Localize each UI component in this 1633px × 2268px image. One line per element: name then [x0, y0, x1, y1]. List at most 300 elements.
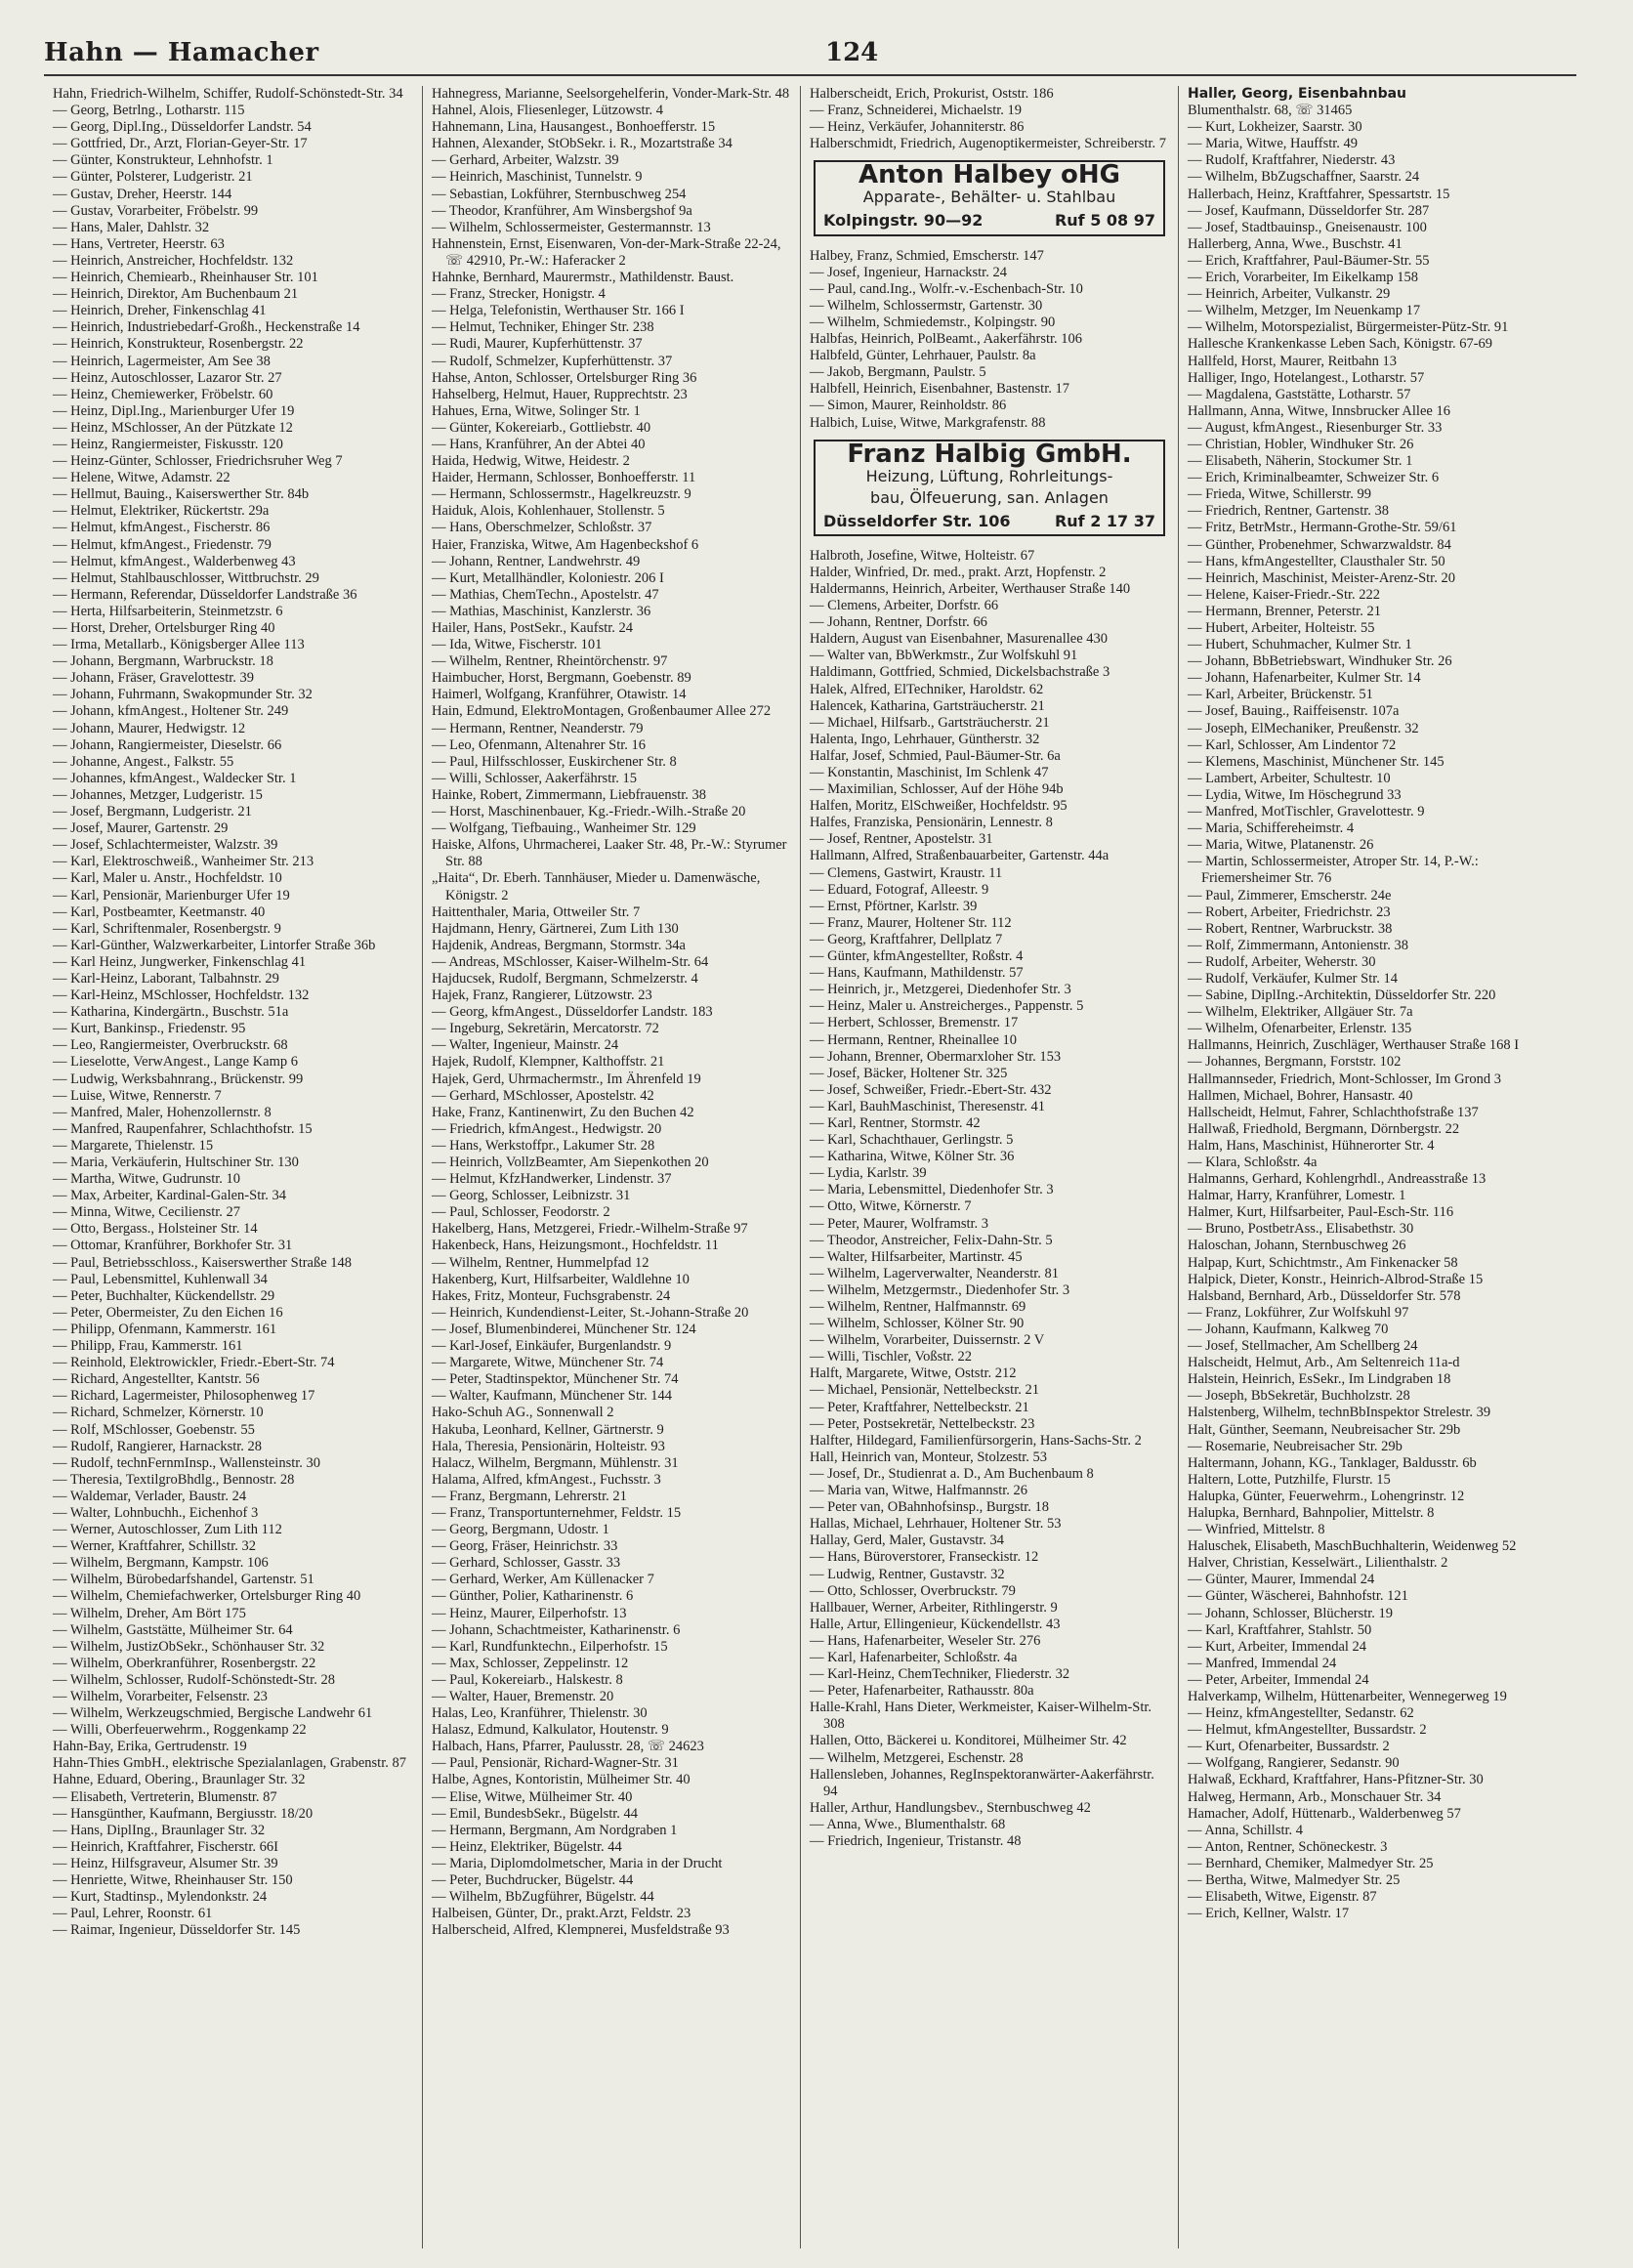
directory-entry: — Wilhelm, Bürobedarfshandel, Gartenstr. 51 — [53, 1572, 314, 1588]
directory-entry: Halas, Leo, Kranführer, Thielenstr. 30 — [432, 1705, 648, 1722]
directory-entry: — Maria, Verkäuferin, Hultschiner Str. 130 — [53, 1155, 299, 1170]
directory-entry: Hajek, Franz, Rangierer, Lützowstr. 23 — [432, 987, 652, 1004]
directory-entry: Haldern, August van Eisenbahner, Masurenallee 430 — [810, 631, 1109, 648]
directory-entry: — Günter, Kokereiarb., Gottliebstr. 40 — [432, 419, 651, 436]
directory-entry: — Johannes, Metzger, Ludgeristr. 15 — [53, 786, 263, 803]
directory-entry: — Maria, Schiffereheimstr. 4 — [1188, 820, 1355, 837]
directory-entry: Haldimann, Gottfried, Schmied, Dickelsbachstraße 3 — [810, 664, 1110, 681]
directory-entry: — Peter, Obermeister, Zu den Eichen 16 — [53, 1304, 283, 1321]
directory-entry: Hakes, Fritz, Monteur, Fuchsgrabenstr. 24 — [432, 1287, 671, 1304]
directory-entry: — Rudolf, technFernmInsp., Wallensteinstr. 30 — [53, 1454, 321, 1471]
directory-entry: Halupka, Günter, Feuerwehrm., Lohengrinstr. 12 — [1188, 1488, 1465, 1504]
directory-entry: — Johannes, kfmAngest., Waldecker Str. 1 — [53, 770, 297, 786]
directory-entry: — Josef, Stellmacher, Am Schellberg 24 — [1188, 1338, 1418, 1355]
directory-entry: — Georg, kfmAngest., Düsseldorfer Landstr. 183 — [432, 1004, 713, 1021]
directory-entry: — Lydia, Witwe, Im Höschegrund 33 — [1188, 786, 1402, 803]
directory-entry: — Gottfried, Dr., Arzt, Florian-Geyer-Str. 17 — [53, 136, 308, 152]
directory-entry: — Ingeburg, Sekretärin, Mercatorstr. 72 — [432, 1021, 659, 1037]
directory-entry: Hallmanns, Heinrich, Zuschläger, Werthauser Straße 168 I — [1188, 1037, 1520, 1054]
directory-entry: — Wilhelm, Werkzeugschmied, Bergische Landwehr 61 — [53, 1705, 373, 1722]
ad-address: Düsseldorfer Str. 106 — [823, 511, 1011, 530]
directory-entry: — Wilhelm, Lagerverwalter, Neanderstr. 81 — [810, 1265, 1060, 1281]
directory-entry: — Erich, Vorarbeiter, Im Eikelkamp 158 — [1188, 270, 1419, 286]
directory-entry: — Winfried, Mittelstr. 8 — [1188, 1522, 1325, 1538]
directory-entry: — Wilhelm, Rentner, Halfmannstr. 69 — [810, 1299, 1026, 1315]
directory-entry: — Johann, Fräser, Gravelottestr. 39 — [53, 670, 255, 687]
directory-entry: — Raimar, Ingenieur, Düsseldorfer Str. 145 — [53, 1922, 301, 1939]
directory-entry: — Peter, Maurer, Wolframstr. 3 — [810, 1215, 989, 1232]
directory-entry: — Karl, Maler u. Anstr., Hochfeldstr. 10 — [53, 870, 282, 887]
directory-entry: — Walter, Hauer, Bremenstr. 20 — [432, 1689, 614, 1704]
directory-entry: — Helmut, Stahlbauschlosser, Wittbruchstr. 29 — [53, 569, 319, 586]
directory-entry: — Andreas, MSchlosser, Kaiser-Wilhelm-Str. 64 — [432, 953, 709, 970]
directory-entry: — Helene, Kaiser-Friedr.-Str. 222 — [1188, 586, 1381, 603]
highlighted-entry-name: Haller, Georg, Eisenbahnbau — [1188, 86, 1407, 102]
directory-entry: — Paul, Pensionär, Richard-Wagner-Str. 31 — [432, 1755, 679, 1772]
directory-entry: — Fritz, BetrMstr., Hermann-Grothe-Str. 59/61 — [1188, 520, 1457, 536]
directory-entry: — Hubert, Arbeiter, Holteistr. 55 — [1188, 620, 1375, 636]
directory-entry: — Karl, Schlosser, Am Lindentor 72 — [1188, 736, 1397, 753]
directory-entry: — Karl, Postbeamter, Keetmanstr. 40 — [53, 903, 266, 920]
directory-entry: — Margarete, Witwe, Münchener Str. 74 — [432, 1355, 664, 1371]
directory-entry: — Maria, Lebensmittel, Diedenhofer Str. 3 — [810, 1182, 1054, 1198]
directory-entry: Halweg, Hermann, Arb., Monschauer Str. 34 — [1188, 1788, 1442, 1805]
directory-entry: — Johann, kfmAngest., Holtener Str. 249 — [53, 703, 289, 720]
directory-entry: — Otto, Bergass., Holsteiner Str. 14 — [53, 1221, 258, 1238]
directory-entry: Hallerbach, Heinz, Kraftfahrer, Spessartstr. 15 — [1188, 186, 1450, 202]
directory-entry: — Kurt, Bankinsp., Friedenstr. 95 — [53, 1021, 246, 1037]
directory-entry: — Walter van, BbWerkmstr., Zur Wolfskuhl 91 — [810, 648, 1078, 664]
directory-entry: — Günter, Maurer, Immendal 24 — [1188, 1572, 1375, 1588]
directory-entry: — Manfred, Raupenfahrer, Schlachthofstr. 15 — [53, 1120, 313, 1137]
directory-entry: — Josef, Bergmann, Ludgeristr. 21 — [53, 804, 252, 820]
directory-entry: Haluschek, Elisabeth, MaschBuchhalterin, Weidenweg 52 — [1188, 1538, 1517, 1555]
directory-entry: — Hans, Hafenarbeiter, Weseler Str. 276 — [810, 1632, 1041, 1649]
directory-entry: — Leo, Rangiermeister, Overbruckstr. 68 — [53, 1037, 288, 1054]
directory-entry: — Horst, Maschinenbauer, Kg.-Friedr.-Wilh.-Straße 20 — [432, 804, 746, 820]
directory-entry: — Joseph, BbSekretär, Buchholzstr. 28 — [1188, 1388, 1410, 1405]
directory-entry: Hallmann, Alfred, Straßenbauarbeiter, Gartenstr. 44a — [810, 848, 1110, 864]
directory-entry: — Karl-Heinz, Laborant, Talbahnstr. 29 — [53, 970, 279, 987]
directory-entry: Haldermanns, Heinrich, Arbeiter, Werthauser Straße 140 — [810, 580, 1131, 597]
directory-entry: — Otto, Schlosser, Overbruckstr. 79 — [810, 1582, 1016, 1599]
directory-entry: — Peter, Postsekretär, Nettelbeckstr. 23 — [810, 1415, 1035, 1432]
directory-entry: Halbich, Luise, Witwe, Markgrafenstr. 88 — [810, 414, 1046, 431]
directory-entry: — Manfred, Immendal 24 — [1188, 1655, 1337, 1671]
directory-entry: — Franz, Lokführer, Zur Wolfskuhl 97 — [1188, 1304, 1409, 1321]
directory-entry: — Karl Heinz, Jungwerker, Finkenschlag 41 — [53, 953, 307, 970]
directory-entry: — Johann, BbBetriebswart, Windhuker Str. 26 — [1188, 653, 1452, 670]
directory-entry: — Theodor, Kranführer, Am Winsbergshof 9a — [432, 202, 692, 219]
directory-entry: Hallwaß, Friedhold, Bergmann, Dörnbergstr. 22 — [1188, 1120, 1460, 1137]
directory-entry: — Karl, Schriftenmaler, Rosenbergstr. 9 — [53, 920, 281, 937]
directory-entry: — Wilhelm, Schlossermeister, Gestermannstr. 13 — [432, 219, 711, 235]
directory-entry: — Hans, Kranführer, An der Abtei 40 — [432, 436, 646, 452]
directory-entry: — Emil, BundesbSekr., Bügelstr. 44 — [432, 1805, 639, 1822]
directory-entry: Hako-Schuh AG., Sonnenwall 2 — [432, 1405, 614, 1421]
directory-entry: Halmar, Harry, Kranführer, Lomestr. 1 — [1188, 1188, 1406, 1204]
directory-entry: — Gustav, Vorarbeiter, Fröbelstr. 99 — [53, 202, 259, 219]
directory-entry: — Leo, Ofenmann, Altenahrer Str. 16 — [432, 736, 647, 753]
directory-entry: — Helmut, Elektriker, Rückertstr. 29a — [53, 503, 270, 520]
directory-entry: — Walter, Kaufmann, Münchener Str. 144 — [432, 1388, 673, 1405]
directory-entry: — Elisabeth, Näherin, Stockumer Str. 1 — [1188, 453, 1413, 470]
page-header — [44, 31, 1576, 76]
directory-entry: — Wilhelm, Elektriker, Allgäuer Str. 7a — [1188, 1004, 1413, 1021]
directory-entry: — Peter, Buchhalter, Kückendellstr. 29 — [53, 1287, 275, 1304]
directory-entry: — Josef, Rentner, Apostelstr. 31 — [810, 831, 993, 848]
directory-entry: — Gerhard, Werker, Am Küllenacker 7 — [432, 1572, 654, 1588]
directory-entry: — Wolfgang, Rangierer, Sedanstr. 90 — [1188, 1755, 1400, 1772]
directory-entry: Hallay, Gerd, Maler, Gustavstr. 34 — [810, 1533, 1005, 1549]
directory-entry: — Rolf, MSchlosser, Goebenstr. 55 — [53, 1421, 255, 1438]
directory-entry: Halbfeld, Günter, Lehrhauer, Paulstr. 8a — [810, 348, 1036, 364]
directory-entry: — Helmut, KfzHandwerker, Lindenstr. 37 — [432, 1171, 672, 1188]
directory-entry: — Clemens, Arbeiter, Dorfstr. 66 — [810, 598, 999, 614]
directory-entry: — Anna, Wwe., Blumenthalstr. 68 — [810, 1816, 1006, 1832]
directory-entry: — Katharina, Witwe, Kölner Str. 36 — [810, 1149, 1015, 1165]
directory-entry: — Magdalena, Gaststätte, Lotharstr. 57 — [1188, 386, 1411, 402]
directory-entry: — Willi, Schlosser, Aakerfährstr. 15 — [432, 770, 637, 786]
directory-entry: — Karl-Josef, Einkäufer, Burgenlandstr. 9 — [432, 1338, 672, 1355]
directory-entry: — Hans, Oberschmelzer, Schloßstr. 37 — [432, 520, 652, 536]
directory-entry: Halbfas, Heinrich, PolBeamt., Aakerfährstr. 106 — [810, 331, 1083, 348]
directory-entry: Halbroth, Josefine, Witwe, Holteistr. 67 — [810, 547, 1035, 564]
directory-entry: — Heinz, Maurer, Eilperhofstr. 13 — [432, 1605, 627, 1621]
directory-entry: — Heinrich, jr., Metzgerei, Diedenhofer Str. 3 — [810, 982, 1071, 998]
directory-entry: — Ernst, Pförtner, Karlstr. 39 — [810, 898, 978, 914]
directory-entry: — Franz, Schneiderei, Michaelstr. 19 — [810, 103, 1023, 119]
directory-entry: — Herbert, Schlosser, Bremenstr. 17 — [810, 1015, 1019, 1031]
directory-entry: — Heinz, Dipl.Ing., Marienburger Ufer 19 — [53, 402, 295, 419]
directory-entry: — Philipp, Frau, Kammerstr. 161 — [53, 1338, 243, 1355]
directory-entry: — Karl-Heinz, ChemTechniker, Fliederstr. 32 — [810, 1666, 1070, 1683]
directory-entry: Hallbauer, Werner, Arbeiter, Rithlingerstr. 9 — [810, 1599, 1058, 1616]
page-title: Hahn — Hamacher — [44, 38, 319, 67]
directory-entry: — Heinrich, Maschinist, Meister-Arenz-Str. 20 — [1188, 569, 1455, 586]
directory-entry: — Georg, Fräser, Heinrichstr. 33 — [432, 1538, 618, 1555]
directory-entry: — Philipp, Ofenmann, Kammerstr. 161 — [53, 1321, 277, 1337]
directory-entry: — Erich, Kriminalbeamter, Schweizer Str. 6 — [1188, 470, 1440, 486]
ad-company-name: Anton Halbey oHG — [858, 160, 1120, 190]
directory-entry: — Gerhard, Arbeiter, Walzstr. 39 — [432, 152, 619, 169]
directory-entry: — Johann, Maurer, Hedwigstr. 12 — [53, 720, 246, 736]
directory-entry: Hake, Franz, Kantinenwirt, Zu den Buchen 42 — [432, 1104, 694, 1120]
directory-entry: Haiduk, Alois, Kohlenhauer, Stollenstr. 5 — [432, 503, 665, 520]
directory-entry: — Günter, kfmAngestellter, Roßstr. 4 — [810, 948, 1024, 965]
directory-entry: — Clemens, Gastwirt, Kraustr. 11 — [810, 864, 1003, 881]
directory-entry: — Maria, Diplomdolmetscher, Maria in der Drucht — [432, 1855, 723, 1871]
directory-entry: — Heinz, Autoschlosser, Lazaror Str. 27 — [53, 369, 282, 386]
directory-entry: Hallmann, Anna, Witwe, Innsbrucker Allee 16 — [1188, 402, 1450, 419]
directory-entry: — Josef, Blumenbinderei, Münchener Str. 124 — [432, 1321, 696, 1337]
directory-entry: — Heinrich, Kundendienst-Leiter, St.-Johann-Straße 20 — [432, 1304, 749, 1321]
directory-entry: — Josef, Stadtbauinsp., Gneisenaustr. 100 — [1188, 219, 1427, 235]
directory-entry: — Reinhold, Elektrowickler, Friedr.-Ebert-Str. 74 — [53, 1355, 335, 1371]
directory-entry: — Rudolf, Verkäufer, Kulmer Str. 14 — [1188, 970, 1399, 987]
directory-entry: — Johanne, Angest., Falkstr. 55 — [53, 753, 234, 770]
directory-entry: — Günter, Wäscherei, Bahnhofstr. 121 — [1188, 1588, 1408, 1605]
directory-entry: — Karl, Kraftfahrer, Stahlstr. 50 — [1188, 1621, 1372, 1638]
directory-entry: — Hermann, Rentner, Rheinallee 10 — [810, 1031, 1018, 1048]
directory-entry: — Hubert, Schuhmacher, Kulmer Str. 1 — [1188, 637, 1412, 653]
directory-entry: — Ludwig, Rentner, Gustavstr. 32 — [810, 1566, 1005, 1582]
directory-entry: — Christian, Hobler, Windhuker Str. 26 — [1188, 436, 1414, 452]
directory-entry: — Walter, Hilfsarbeiter, Martinstr. 45 — [810, 1248, 1023, 1265]
directory-entry: — Franz, Maurer, Holtener Str. 112 — [810, 914, 1012, 931]
directory-entry: — Maximilian, Schlosser, Auf der Höhe 94b — [810, 781, 1064, 798]
directory-entry: Hallmen, Michael, Bohrer, Hansastr. 40 — [1188, 1087, 1413, 1104]
directory-entry: — Franz, Bergmann, Lehrerstr. 21 — [432, 1488, 627, 1504]
directory-entry: Halbey, Franz, Schmied, Emscherstr. 147 — [810, 247, 1044, 264]
directory-entry: — Joseph, ElMechaniker, Preußenstr. 32 — [1188, 720, 1419, 736]
directory-entry: — Otto, Witwe, Körnerstr. 7 — [810, 1198, 972, 1215]
directory-entry: — Klara, Schloßstr. 4a — [1188, 1155, 1318, 1170]
directory-entry: — Günther, Probenehmer, Schwarzwaldstr. 84 — [1188, 536, 1451, 553]
directory-entry: — Frieda, Witwe, Schillerstr. 99 — [1188, 486, 1372, 503]
directory-entry: — Wilhelm, Chemiefachwerker, Ortelsburger Ring 40 — [53, 1588, 361, 1605]
directory-entry: — Heinz, Maler u. Anstreicherges., Pappenstr. 5 — [810, 998, 1084, 1015]
directory-entry: — Paul, Zimmerer, Emscherstr. 24e — [1188, 887, 1392, 903]
directory-entry: — Wilhelm, Schmiedemstr., Kolpingstr. 90 — [810, 314, 1056, 330]
directory-entry: — Karl, Pensionär, Marienburger Ufer 19 — [53, 887, 290, 903]
directory-entry: — Josef, Dr., Studienrat a. D., Am Buchenbaum 8 — [810, 1465, 1094, 1482]
directory-entry: — Paul, Kokereiarb., Halskestr. 8 — [432, 1671, 623, 1688]
directory-entry: Hallen, Otto, Bäckerei u. Konditorei, Mülheimer Str. 42 — [810, 1733, 1127, 1749]
directory-entry: — Richard, Lagermeister, Philosophenweg 17 — [53, 1388, 315, 1405]
directory-entry: — Hans, kfmAngestellter, Clausthaler Str. 50 — [1188, 553, 1445, 569]
directory-entry: — Wilhelm, Metzger, Im Neuenkamp 17 — [1188, 303, 1421, 319]
directory-entry: Haltern, Lotte, Putzhilfe, Flurstr. 15 — [1188, 1471, 1391, 1488]
directory-entry: Hahn-Bay, Erika, Gertrudenstr. 19 — [53, 1739, 247, 1755]
directory-entry: — Robert, Rentner, Warbruckstr. 38 — [1188, 920, 1393, 937]
ad-business-line: Apparate-, Behälter- u. Stahlbau — [862, 188, 1116, 207]
directory-entry: — Friedrich, Ingenieur, Tristanstr. 48 — [810, 1833, 1022, 1849]
directory-entry: — Helmut, Techniker, Ehinger Str. 238 — [432, 319, 654, 336]
directory-entry: Halenta, Ingo, Lehrhauer, Güntherstr. 32 — [810, 731, 1040, 747]
directory-entry: Haier, Franziska, Witwe, Am Hagenbeckshof 6 — [432, 536, 699, 553]
directory-entry: — Richard, Angestellter, Kantstr. 56 — [53, 1371, 260, 1388]
directory-entry: Hahnel, Alois, Fliesenleger, Lützowstr. 4 — [432, 103, 664, 119]
directory-entry: Halliger, Ingo, Hotelangest., Lotharstr. 57 — [1188, 369, 1425, 386]
ad-anton-halbey — [814, 160, 1165, 235]
directory-entry: — Waldemar, Verlader, Baustr. 24 — [53, 1488, 247, 1504]
directory-entry: — Johann, Brenner, Obermarxloher Str. 153 — [810, 1048, 1062, 1065]
directory-entry: Hahne, Eduard, Obering., Braunlager Str. 32 — [53, 1772, 306, 1788]
directory-entry: — Hermann, Rentner, Neanderstr. 79 — [432, 720, 644, 736]
directory-entry: Halek, Alfred, ElTechniker, Haroldstr. 62 — [810, 681, 1044, 697]
directory-entry: Hallensleben, Johannes, RegInspektoranwärter-Aakerfährstr. 94 — [810, 1766, 1154, 1799]
directory-entry: — Heinrich, Arbeiter, Vulkanstr. 29 — [1188, 286, 1391, 303]
directory-entry: Hakenbeck, Hans, Heizungsmont., Hochfeldstr. 11 — [432, 1238, 719, 1254]
directory-entry: Haloschan, Johann, Sternbuschweg 26 — [1188, 1238, 1406, 1254]
directory-entry: — Kurt, Arbeiter, Immendal 24 — [1188, 1638, 1367, 1655]
directory-entry: Halder, Winfried, Dr. med., prakt. Arzt, Hopfenstr. 2 — [810, 564, 1107, 580]
directory-entry: — Ida, Witwe, Fischerstr. 101 — [432, 637, 603, 653]
directory-entry: — Paul, Lebensmittel, Kuhlenwall 34 — [53, 1271, 268, 1287]
ad-phone: Ruf 5 08 97 — [1054, 211, 1155, 231]
directory-entry: — Wilhelm, Gaststätte, Mülheimer Str. 64 — [53, 1621, 293, 1638]
directory-entry: — Wilhelm, Vorarbeiter, Duissernstr. 2 V — [810, 1332, 1045, 1349]
directory-entry: — Johann, Schachtmeister, Katharinenstr. 6 — [432, 1621, 681, 1638]
directory-entry: — Günther, Polier, Katharinenstr. 6 — [432, 1588, 634, 1605]
directory-entry: Hahnen, Alexander, StObSekr. i. R., Mozartstraße 34 — [432, 136, 733, 152]
directory-entry: — Rosemarie, Neubreisacher Str. 29b — [1188, 1438, 1403, 1454]
directory-entry: — Peter, Kraftfahrer, Nettelbeckstr. 21 — [810, 1399, 1029, 1415]
directory-entry: — Hans, Vertreter, Heerstr. 63 — [53, 235, 225, 252]
directory-entry: — Willi, Tischler, Voßstr. 22 — [810, 1349, 973, 1365]
directory-entry: Hahnegress, Marianne, Seelsorgehelferin, Vonder-Mark-Str. 48 — [432, 86, 790, 102]
directory-entry: — Ludwig, Werksbahnrang., Brückenstr. 99 — [53, 1071, 304, 1087]
directory-entry: — Wilhelm, JustizObSekr., Schönhauser Str. 32 — [53, 1638, 325, 1655]
directory-entry: — Georg, Bergmann, Udostr. 1 — [432, 1522, 609, 1538]
directory-entry: Halmer, Kurt, Hilfsarbeiter, Paul-Esch-Str. 116 — [1188, 1204, 1454, 1221]
directory-entry: — Heinrich, Lagermeister, Am See 38 — [53, 353, 271, 369]
directory-entry: — Hermann, Brenner, Peterstr. 21 — [1188, 603, 1381, 619]
directory-entry: — Karl, Arbeiter, Brückenstr. 51 — [1188, 687, 1373, 703]
directory-entry: — Heinz, Hilfsgraveur, Alsumer Str. 39 — [53, 1855, 278, 1871]
directory-entry: — Günter, Konstrukteur, Lehnhofstr. 1 — [53, 152, 273, 169]
directory-entry: — Henriette, Witwe, Rheinhauser Str. 150 — [53, 1872, 293, 1889]
directory-entry: — Konstantin, Maschinist, Im Schlenk 47 — [810, 765, 1049, 780]
directory-entry: Hahues, Erna, Witwe, Solinger Str. 1 — [432, 402, 641, 419]
directory-entry: Hallfeld, Horst, Maurer, Reitbahn 13 — [1188, 353, 1398, 369]
directory-entry: Hahse, Anton, Schlosser, Ortelsburger Ring 36 — [432, 369, 697, 386]
directory-entry: — Friedrich, kfmAngest., Hedwigstr. 20 — [432, 1120, 662, 1137]
directory-entry: — Werner, Autoschlosser, Zum Lith 112 — [53, 1522, 282, 1538]
directory-columns — [44, 86, 1589, 2248]
directory-entry: — Heinrich, Konstrukteur, Rosenbergstr. 22 — [53, 336, 304, 353]
directory-entry: — Helmut, kfmAngestellter, Bussardstr. 2 — [1188, 1722, 1427, 1739]
directory-entry: — Rudolf, Rangierer, Harnackstr. 28 — [53, 1438, 263, 1454]
directory-entry: Halberschmidt, Friedrich, Augenoptikermeister, Schreiberstr. 7 — [810, 136, 1167, 152]
directory-entry: Hallscheidt, Helmut, Fahrer, Schlachthofstraße 137 — [1188, 1104, 1479, 1120]
directory-entry: Hajek, Rudolf, Klempner, Kalthoffstr. 21 — [432, 1054, 665, 1071]
column-3 — [800, 86, 1178, 2248]
directory-entry: Halasz, Edmund, Kalkulator, Houtenstr. 9 — [432, 1722, 669, 1739]
directory-entry: Hainke, Robert, Zimmermann, Liebfrauenstr. 38 — [432, 786, 707, 803]
directory-entry: — Peter van, OBahnhofsinsp., Burgstr. 18 — [810, 1499, 1050, 1516]
directory-entry: — Günter, Polsterer, Ludgeristr. 21 — [53, 169, 253, 186]
directory-entry: — Hans, Büroverstorer, Franseckistr. 12 — [810, 1549, 1039, 1566]
directory-entry: — Wilhelm, Schlosser, Kölner Str. 90 — [810, 1316, 1025, 1332]
directory-entry: Halfes, Franziska, Pensionärin, Lennestr. 8 — [810, 815, 1053, 831]
directory-entry: — Heinz, Verkäufer, Johanniterstr. 86 — [810, 119, 1025, 136]
directory-entry: — Katharina, Kindergärtn., Buschstr. 51a — [53, 1004, 289, 1021]
directory-entry: — Rolf, Zimmermann, Antonienstr. 38 — [1188, 937, 1408, 953]
directory-entry: — Peter, Stadtinspektor, Münchener Str. 74 — [432, 1371, 679, 1388]
directory-entry: — Paul, cand.Ing., Wolfr.-v.-Eschenbach-Str. 10 — [810, 280, 1083, 297]
directory-entry: — Karl, Rentner, Stormstr. 42 — [810, 1114, 981, 1131]
directory-entry: Hamacher, Adolf, Hüttenarb., Walderbenweg 57 — [1188, 1805, 1461, 1822]
directory-entry: Halft, Margarete, Witwe, Oststr. 212 — [810, 1365, 1017, 1382]
directory-entry: Haida, Hedwig, Witwe, Heidestr. 2 — [432, 453, 630, 470]
directory-entry: — Georg, Schlosser, Leibnizstr. 31 — [432, 1188, 631, 1204]
directory-entry: Hailer, Hans, PostSekr., Kaufstr. 24 — [432, 620, 634, 636]
directory-entry: Halpick, Dieter, Konstr., Heinrich-Albrod-Straße 15 — [1188, 1271, 1484, 1287]
highlighted-entry-address: Blumenthalstr. 68, ☏ 31465 — [1188, 103, 1353, 119]
directory-entry: — Johann, Rentner, Landwehrstr. 49 — [432, 553, 641, 569]
directory-entry: — Maria, Witwe, Platanenstr. 26 — [1188, 837, 1374, 854]
directory-entry: — Manfred, MotTischler, Gravelottestr. 9 — [1188, 804, 1425, 820]
directory-entry: — Gerhard, MSchlosser, Apostelstr. 42 — [432, 1087, 654, 1104]
column-2 — [422, 86, 800, 2248]
directory-entry: — Wilhelm, Schlosser, Rudolf-Schönstedt-Str. 28 — [53, 1671, 335, 1688]
directory-entry: — Heinz, Chemiewerker, Fröbelstr. 60 — [53, 386, 273, 402]
directory-entry: — Hansgünther, Kaufmann, Bergiusstr. 18/20 — [53, 1805, 314, 1822]
directory-entry: Hall, Heinrich van, Monteur, Stolzestr. 53 — [810, 1449, 1048, 1465]
directory-entry: — Erich, Kellner, Walstr. 17 — [1188, 1906, 1350, 1922]
column-4-entries — [1188, 119, 1547, 1922]
directory-entry: Halupka, Bernhard, Bahnpolier, Mittelstr. 8 — [1188, 1504, 1435, 1521]
directory-entry: — Helmut, kfmAngest., Fischerstr. 86 — [53, 520, 271, 536]
directory-entry: — Peter, Buchdrucker, Bügelstr. 44 — [432, 1872, 634, 1889]
directory-entry: — Wilhelm, Oberkranführer, Rosenbergstr. 22 — [53, 1655, 316, 1671]
directory-entry: — Paul, Hilfsschlosser, Euskirchener Str. 8 — [432, 753, 677, 770]
directory-entry: — Bertha, Witwe, Malmedyer Str. 25 — [1188, 1872, 1401, 1889]
directory-entry: — Heinrich, Industriebedarf-Großh., Heckenstraße 14 — [53, 319, 360, 336]
directory-entry: — Wilhelm, Ofenarbeiter, Erlenstr. 135 — [1188, 1021, 1412, 1037]
directory-entry: — Wilhelm, Metzgerei, Eschenstr. 28 — [810, 1749, 1024, 1766]
directory-entry: — Heinrich, Chemiearb., Rheinhauser Str. 101 — [53, 270, 318, 286]
directory-entry: — Hans, DiplIng., Braunlager Str. 32 — [53, 1822, 266, 1838]
directory-entry: Halwaß, Eckhard, Kraftfahrer, Hans-Pfitzner-Str. 30 — [1188, 1772, 1484, 1788]
directory-entry: Haimbucher, Horst, Bergmann, Goebenstr. 89 — [432, 670, 691, 687]
directory-entry: Halscheidt, Helmut, Arb., Am Seltenreich 11a-d — [1188, 1355, 1460, 1371]
directory-entry: — Theresia, TextilgroBhdlg., Bennostr. 28 — [53, 1471, 295, 1488]
directory-entry: — Anna, Schillstr. 4 — [1188, 1822, 1304, 1838]
directory-entry: — Heinz, Rangiermeister, Fiskusstr. 120 — [53, 436, 283, 452]
directory-entry: Hajducsek, Rudolf, Bergmann, Schmelzerstr. 4 — [432, 970, 698, 987]
directory-entry: — Heinz-Günter, Schlosser, Friedrichsruher Weg 7 — [53, 453, 343, 470]
directory-entry: — Max, Schlosser, Zeppelinstr. 12 — [432, 1655, 629, 1671]
directory-entry: — Karl, Rundfunktechn., Eilperhofstr. 15 — [432, 1638, 668, 1655]
directory-entry: Hahnenstein, Ernst, Eisenwaren, Von-der-Mark-Straße 22-24, ☏ 42910, Pr.-W.: Haferacker 2 — [432, 235, 781, 269]
directory-entry: — Minna, Witwe, Cecilienstr. 27 — [53, 1204, 241, 1221]
directory-entry: — Bruno, PostbetrAss., Elisabethstr. 30 — [1188, 1221, 1414, 1238]
directory-entry: Halver, Christian, Kesselwärt., Lilienthalstr. 2 — [1188, 1555, 1448, 1572]
directory-entry: Halm, Hans, Maschinist, Hühnerorter Str. 4 — [1188, 1137, 1435, 1154]
directory-entry: — Herta, Hilfsarbeiterin, Steinmetzstr. 6 — [53, 603, 283, 619]
directory-entry: — Wilhelm, BbZugschaffner, Saarstr. 24 — [1188, 169, 1420, 186]
directory-entry: Hajek, Gerd, Uhrmachermstr., Im Ährenfeld 19 — [432, 1071, 701, 1087]
directory-entry: — Rudolf, Schmelzer, Kupferhüttenstr. 37 — [432, 353, 673, 369]
directory-entry: — Wilhelm, Motorspezialist, Bürgermeister-Pütz-Str. 91 — [1188, 319, 1509, 336]
directory-entry: — Kurt, Stadtinsp., Mylendonkstr. 24 — [53, 1889, 268, 1906]
directory-entry: — Margarete, Thielenstr. 15 — [53, 1137, 214, 1154]
directory-entry: Halmanns, Gerhard, Kohlengrhdl., Andreasstraße 13 — [1188, 1171, 1486, 1188]
directory-entry: Halbeisen, Günter, Dr., prakt.Arzt, Feldstr. 23 — [432, 1906, 691, 1922]
directory-entry: — Heinz, Elektriker, Bügelstr. 44 — [432, 1838, 622, 1855]
directory-entry: — Eduard, Fotograf, Alleestr. 9 — [810, 881, 989, 898]
directory-entry: — Hermann, Bergmann, Am Nordgraben 1 — [432, 1822, 678, 1838]
directory-entry: — Bernhard, Chemiker, Malmedyer Str. 25 — [1188, 1855, 1434, 1871]
directory-entry: — Peter, Arbeiter, Immendal 24 — [1188, 1671, 1369, 1688]
directory-entry: Hain, Edmund, ElektroMontagen, Großenbaumer Allee 272 — [432, 703, 772, 720]
directory-entry: Hahnemann, Lina, Hausangest., Bonhoefferstr. 15 — [432, 119, 716, 136]
directory-entry: Hallas, Michael, Lehrhauer, Holtener Str. 53 — [810, 1516, 1062, 1533]
directory-entry: — Anton, Rentner, Schöneckestr. 3 — [1188, 1838, 1388, 1855]
directory-entry: Haittenthaler, Maria, Ottweiler Str. 7 — [432, 903, 641, 920]
directory-entry: — Johann, Kaufmann, Kalkweg 70 — [1188, 1321, 1389, 1337]
directory-entry: Halberscheidt, Erich, Prokurist, Oststr. 186 — [810, 86, 1054, 102]
directory-entry: — Friedrich, Rentner, Gartenstr. 38 — [1188, 503, 1389, 520]
directory-entry: — Hermann, Referendar, Düsseldorfer Landstraße 36 — [53, 586, 357, 603]
directory-entry: — Mathias, Maschinist, Kanzlerstr. 36 — [432, 603, 651, 619]
directory-entry: — Kurt, Lokheizer, Saarstr. 30 — [1188, 119, 1362, 136]
directory-entry: — Georg, Betrlng., Lotharstr. 115 — [53, 103, 245, 119]
directory-entry: Halle, Artur, Ellingenieur, Kückendellstr. 43 — [810, 1616, 1061, 1632]
